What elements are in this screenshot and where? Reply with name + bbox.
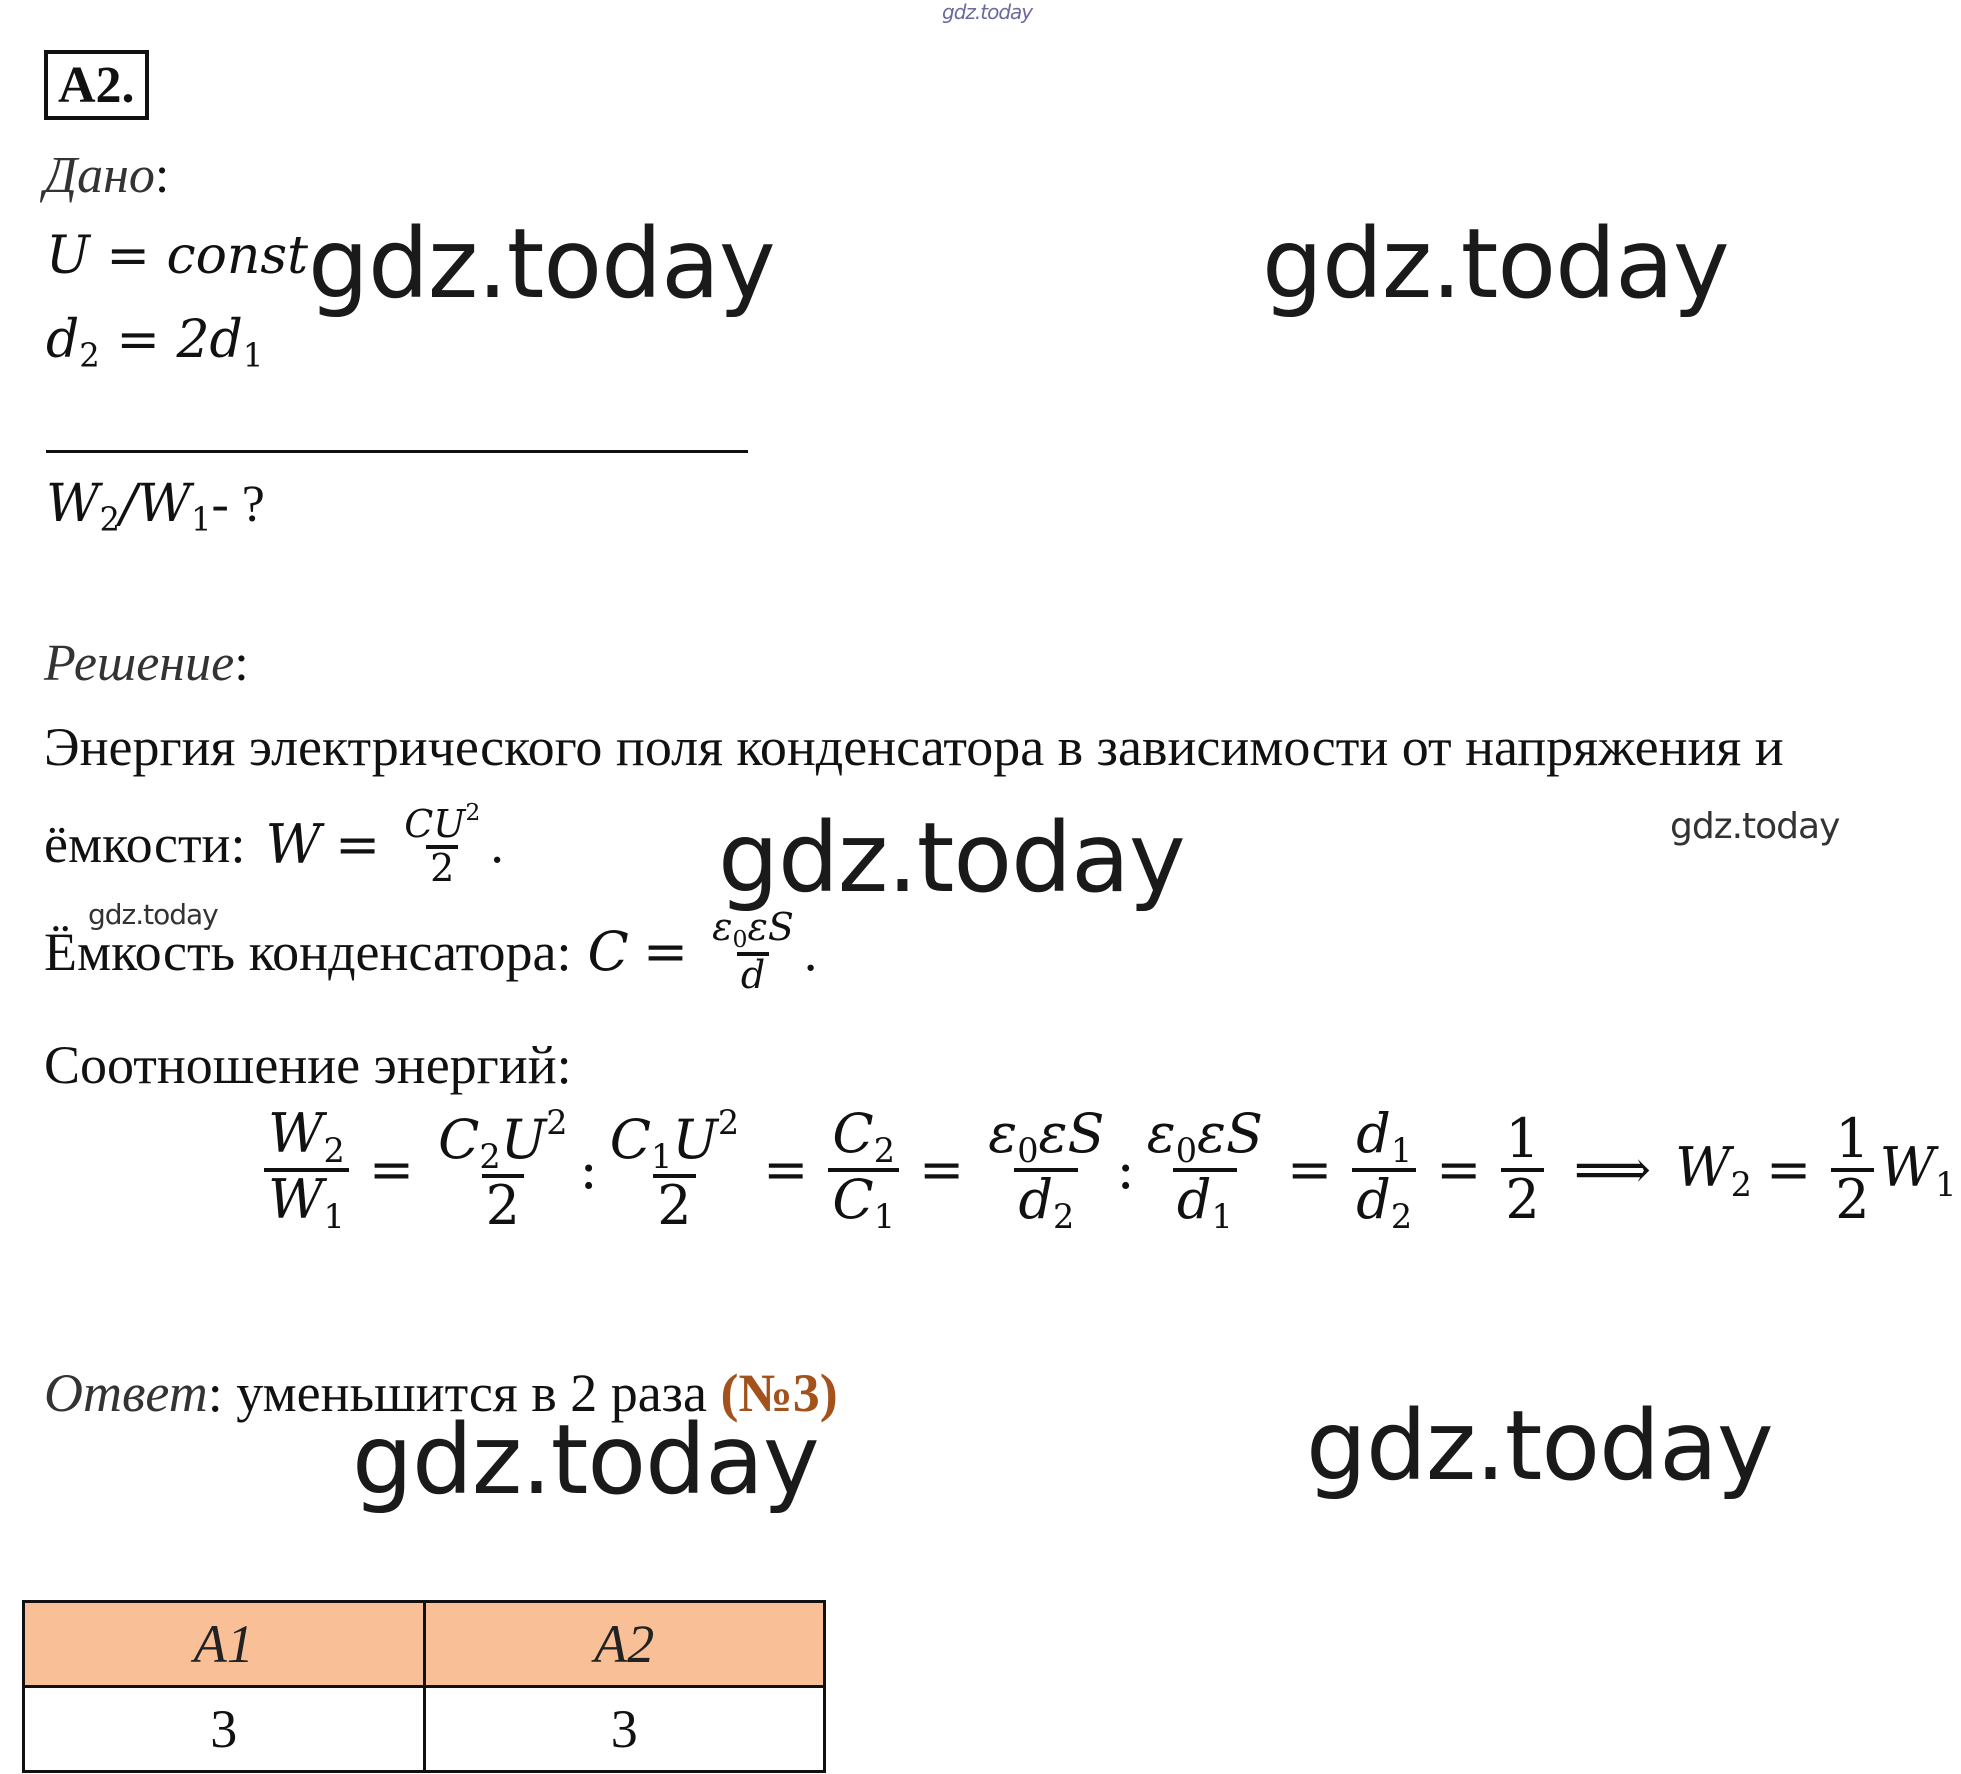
chain-half-numerator: 1: [1505, 1107, 1540, 1171]
chain-eq-4: =: [1287, 1138, 1333, 1202]
capacity-formula-end: .: [803, 921, 818, 982]
find-quantity: [46, 474, 265, 539]
answer-colon: :: [207, 1363, 223, 1423]
chain-colon-1: :: [579, 1138, 598, 1202]
energy-formula-end: .: [490, 814, 504, 875]
chain-half-result-numerator: 1: [1835, 1107, 1870, 1171]
solution-capacity-prefix: Ёмкость конденсатора:: [44, 921, 572, 982]
chain-eq-3: =: [919, 1138, 965, 1202]
capacity-formula-eq: =: [642, 920, 689, 984]
capacity-formula-numerator: [708, 905, 798, 954]
answer-text: уменьшится в 2 раза: [236, 1363, 707, 1423]
energy-formula-u: U: [433, 801, 466, 846]
solution-text-line1: Энергия электрического поля конденсатора в зависимости от напряжения и: [44, 717, 1784, 777]
watermark-5: gdz.today: [88, 898, 218, 931]
chain-result-w1: $W_1$: [1879, 1135, 1957, 1204]
chain-result-w2: $W_2$: [1675, 1135, 1752, 1204]
solution-heading: Решение: [44, 635, 235, 692]
chain-fraction-c-ratio: [828, 1101, 899, 1237]
answers-table: [22, 1600, 826, 1773]
given-voltage-eq: =: [106, 226, 150, 286]
chain-cap-d1-denominator: $d_1$: [1173, 1168, 1237, 1234]
chain-eq-5: =: [1436, 1138, 1482, 1202]
chain-cap-d2-numerator: $\varepsilon_0\varepsilon S$: [988, 1101, 1105, 1170]
given-voltage: [46, 226, 308, 286]
find-denominator-sub: 1: [190, 500, 212, 539]
given-distance: [46, 310, 263, 375]
capacity-formula-fraction: [708, 905, 798, 997]
answers-table-value-a2: 3: [424, 1687, 825, 1772]
solution-heading-row: [44, 634, 249, 693]
watermark-4: gdz.today: [1670, 806, 1840, 847]
task-label: А2.: [44, 50, 149, 120]
watermark-7: gdz.today: [1306, 1390, 1773, 1502]
given-distance-rhs: 2d: [176, 310, 243, 370]
find-numerator-sub: 2: [99, 500, 120, 539]
capacity-formula-eps0-sub: 0: [732, 925, 748, 954]
chain-fraction-cap-d1: [1143, 1101, 1267, 1237]
chain-c2u2-denominator: 2: [482, 1174, 524, 1235]
chain-fraction-half: [1501, 1107, 1543, 1231]
find-slash: /: [119, 474, 138, 534]
watermark-1: gdz.today: [308, 208, 775, 320]
given-voltage-rhs: const: [166, 226, 308, 286]
capacity-formula-eps0: ε: [712, 905, 733, 949]
find-denominator: W: [137, 474, 191, 534]
chain-cap-d1-numerator: $\varepsilon_0\varepsilon S$: [1146, 1101, 1263, 1170]
answers-table-value-row: [24, 1687, 825, 1772]
chain-c2: $C_2$: [832, 1101, 896, 1170]
solution-energy-line: [44, 800, 504, 889]
watermark-6: gdz.today: [352, 1404, 819, 1516]
site-watermark-top: gdz.today: [942, 0, 1033, 24]
watermark-2: gdz.today: [1262, 208, 1729, 320]
chain-eq-2: =: [763, 1138, 809, 1202]
chain-c1: $C_1$: [828, 1168, 899, 1234]
capacity-formula-eps-s: εS: [747, 905, 794, 949]
chain-w1: $W_1$: [264, 1168, 349, 1234]
chain-fraction-c2u2: [434, 1103, 571, 1238]
find-numerator: W: [46, 474, 100, 534]
find-suffix: - ?: [211, 476, 265, 533]
chain-eq-1: =: [368, 1138, 415, 1202]
given-voltage-lhs: U: [46, 226, 90, 286]
energy-formula-denominator: 2: [426, 845, 458, 889]
chain-c2u2-numerator: $C_2U^2$: [438, 1103, 568, 1177]
given-distance-lhs: d: [46, 310, 80, 370]
given-distance-lhs-sub: 2: [79, 336, 100, 375]
chain-d1: $d_1$: [1356, 1101, 1413, 1170]
given-heading: Дано: [44, 147, 155, 204]
given-distance-eq: =: [116, 310, 160, 370]
chain-fraction-cap-d2: [984, 1101, 1108, 1237]
watermark-3: gdz.today: [718, 802, 1185, 914]
energy-formula-eq: =: [334, 812, 381, 876]
solution-text-line4: Соотношение энергий:: [44, 1035, 572, 1095]
capacity-formula-lhs: C: [587, 920, 629, 984]
answers-table-header-row: [24, 1602, 825, 1687]
chain-half-result-denominator: 2: [1831, 1168, 1873, 1229]
chain-fraction-w-ratio: [264, 1101, 349, 1237]
given-colon: :: [154, 147, 170, 204]
chain-cap-d2-denominator: $d_2$: [1014, 1168, 1078, 1234]
energy-formula-numerator: [400, 800, 484, 845]
chain-colon-2: :: [1116, 1138, 1135, 1202]
solution-colon: :: [234, 635, 249, 692]
given-distance-rhs-sub: 1: [242, 336, 264, 375]
capacity-formula-denominator: d: [737, 952, 769, 996]
chain-eq-6: =: [1765, 1138, 1812, 1202]
solution-energy-prefix: ёмкости:: [44, 814, 246, 875]
energy-ratio-chain: [258, 1101, 1957, 1238]
chain-half-denominator: 2: [1501, 1168, 1543, 1229]
answer-label: Ответ: [44, 1363, 208, 1423]
energy-formula-c: C: [404, 801, 434, 846]
answers-table-header-a2: A2: [424, 1602, 825, 1687]
given-heading-row: [44, 146, 169, 205]
energy-formula-lhs: W: [265, 812, 321, 876]
energy-formula-fraction: [400, 800, 484, 889]
answers-table-value-a1: 3: [24, 1687, 425, 1772]
chain-w2: $W_2$: [268, 1101, 345, 1170]
answer-option: (№3): [720, 1363, 838, 1423]
chain-c1u2-numerator: $C_1U^2$: [609, 1103, 740, 1177]
chain-fraction-half-result: [1831, 1107, 1873, 1231]
energy-formula-exp: 2: [465, 798, 481, 826]
chain-implies: ⟹: [1573, 1138, 1652, 1202]
chain-fraction-c1u2: [606, 1103, 743, 1238]
given-divider: [46, 450, 748, 453]
chain-d2: $d_2$: [1352, 1168, 1416, 1234]
chain-c1u2-denominator: 2: [653, 1174, 695, 1235]
answers-table-header-a1: A1: [24, 1602, 425, 1687]
chain-fraction-d-ratio: [1352, 1101, 1416, 1237]
